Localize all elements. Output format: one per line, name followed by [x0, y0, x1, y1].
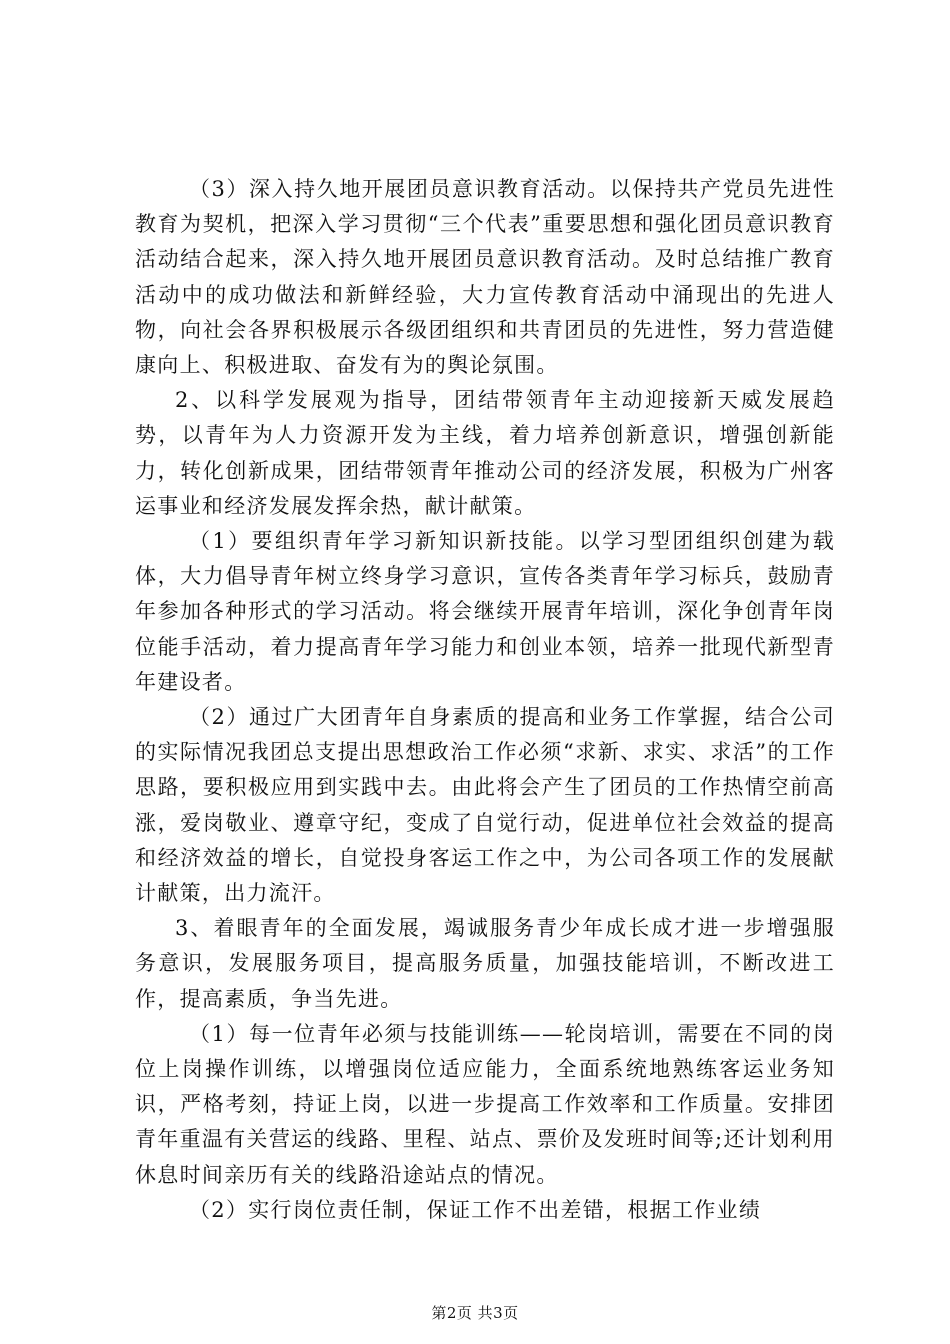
paragraph-3-2: （2）实行岗位责任制，保证工作不出差错，根据工作业绩	[189, 1197, 762, 1222]
paragraph-section-3: 3、着眼青年的全面发展，竭诚服务青少年成长成才进一步增强服务意识，发展服务项目，提高服务质量，加强技能培训，不断改进工作，提高素质，争当先进。	[135, 916, 835, 1011]
paragraph-2-2: （2）通过广大团青年自身素质的提高和业务工作掌握，结合公司的实际情况我团总支提出思想政治工作必须“求新、求实、求活”的工作思路，要积极应用到实践中去。由此将会产生了团员的工作热情空前高涨，爱岗敬业、遵章守纪，变成了自觉行动，促进单位社会效益的提高和经济效益的增长，自觉投身客运工作之中，为公司各项工作的发展献计献策，出力流汗。	[135, 705, 835, 906]
page-number-footer: 第2页 共3页	[431, 1304, 519, 1322]
paragraph-section-2: 2、以科学发展观为指导，团结带领青年主动迎接新天威发展趋势，以青年为人力资源开发为主线，着力培养创新意识，增强创新能力，转化创新成果，团结带领青年推动公司的经济发展，积极为广州客运事业和经济发展发挥余热，献计献策。	[135, 388, 835, 518]
paragraph-3-1b: （1）每一位青年必须与技能训练——轮岗培训，需要在不同的岗位上岗操作训练，以增强岗位适应能力，全面系统地熟练客运业务知识，严格考刻，持证上岗，以进一步提高工作效率和工作质量。安排团青年重温有关营运的线路、里程、站点、票价及发班时间等;还计划利用休息时间亲历有关的线路沿途站点的情况。	[135, 1021, 835, 1187]
document-body	[135, 172, 835, 1228]
paragraph-2-1: （1）要组织青年学习新知识新技能。以学习型团组织创建为载体，大力倡导青年树立终身学习意识，宣传各类青年学习标兵，鼓励青年参加各种形式的学习活动。将会继续开展青年培训，深化争创青年岗位能手活动，着力提高青年学习能力和创业本领，培养一批现代新型青年建设者。	[135, 529, 835, 694]
paragraph-3-1: （3）深入持久地开展团员意识教育活动。以保持共产党员先进性教育为契机，把深入学习贯彻“三个代表”重要思想和强化团员意识教育活动结合起来，深入持久地开展团员意识教育活动。及时总结推广教育活动中的成功做法和新鲜经验，大力宣传教育活动中涌现出的先进人物，向社会各界积极展示各级团组织和共青团员的先进性，努力营造健康向上、积极进取、奋发有为的舆论氛围。	[135, 177, 835, 378]
